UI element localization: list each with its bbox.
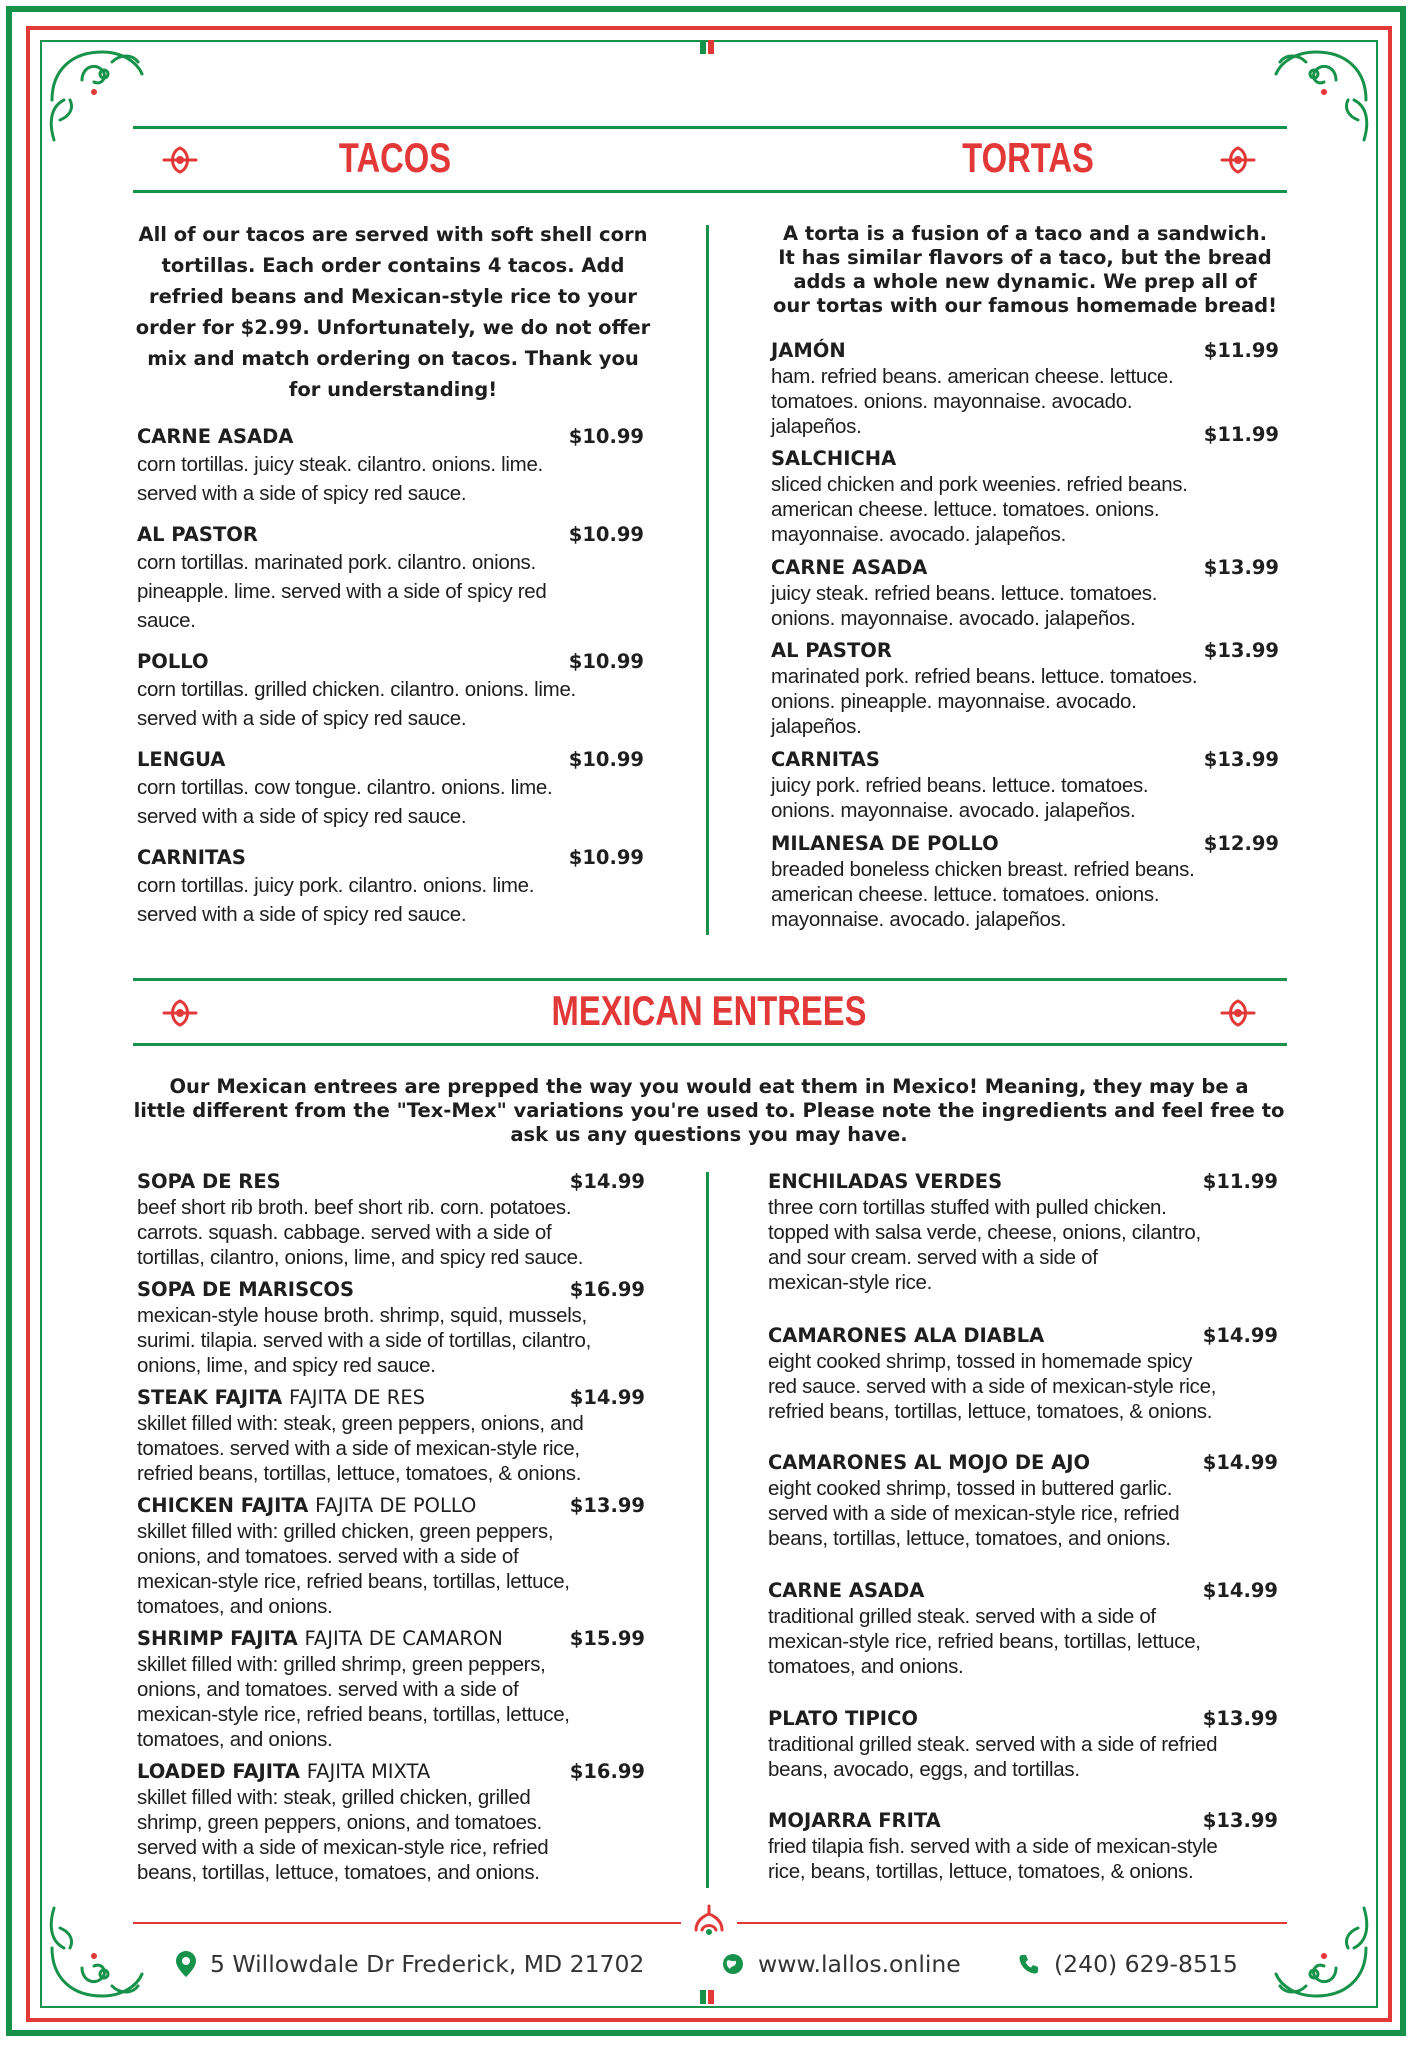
item-price: $10.99	[568, 425, 644, 448]
desc-line: sliced chicken and pork weenies. refried beans.	[771, 473, 1188, 496]
desc-line: beef short rib broth. beef short rib. corn. potatoes.	[137, 1196, 572, 1219]
tacos-intro	[128, 219, 658, 405]
desc-line: mexican-style rice.	[768, 1271, 933, 1294]
website-link[interactable]: www.lallos.online	[758, 1950, 961, 1978]
desc-line: juicy pork. refried beans. lettuce. tomatoes.	[771, 774, 1149, 797]
tortas-intro	[760, 222, 1290, 318]
item-price: $10.99	[568, 523, 644, 546]
desc-line: mexican-style rice, refried beans, tortillas, lettuce,	[137, 1703, 570, 1726]
item-price: $10.99	[568, 846, 644, 869]
flourish-right-icon	[1218, 142, 1258, 178]
entree-item	[768, 1450, 1278, 1551]
torta-item	[771, 831, 1279, 932]
tacos-intro-line: for understanding!	[288, 378, 498, 401]
item-price: $16.99	[569, 1278, 645, 1301]
desc-line: shrimp, green peppers, onions, and tomatoes.	[137, 1811, 543, 1834]
desc-line: jalapeños.	[771, 715, 862, 738]
item-name: CARNITAS	[137, 846, 246, 869]
desc-line: tomatoes, and onions.	[137, 1595, 333, 1618]
desc-line: served with a side of spicy red sauce.	[137, 482, 467, 505]
footer-ornament-icon	[688, 1904, 730, 1938]
torta-item	[771, 747, 1279, 823]
item-price: $11.99	[1203, 339, 1279, 362]
desc-line: served with a side of mexican-style rice, refried	[768, 1502, 1180, 1525]
corner-ornament-bottom-right-icon	[1266, 1898, 1376, 2008]
tacos-intro-line: mix and match ordering on tacos. Thank you	[147, 347, 639, 370]
item-price: $14.99	[569, 1170, 645, 1193]
desc-line: beans, avocado, eggs, and tortillas.	[768, 1758, 1080, 1781]
item-name: CARNE ASADA	[768, 1579, 925, 1602]
entree-item	[137, 1493, 645, 1619]
item-name-main: SHRIMP FAJITA	[137, 1627, 298, 1650]
desc-line: mexican-style rice, refried beans, tortillas, lettuce,	[768, 1630, 1201, 1653]
desc-line: skillet filled with: steak, grilled chicken, grilled	[137, 1786, 531, 1809]
tortas-intro-line: It has similar flavors of a taco, but the bread	[778, 246, 1272, 269]
item-desc	[137, 1519, 645, 1619]
entree-item	[768, 1169, 1278, 1295]
item-name-main: SOPA DE MARISCOS	[137, 1278, 355, 1301]
tacos-intro-line: tortillas. Each order contains 4 tacos. Add	[161, 254, 625, 277]
phone-number[interactable]: (240) 629-8515	[1054, 1950, 1238, 1978]
entrees-intro-line: Our Mexican entrees are prepped the way you would eat them in Mexico! Meaning, they may be a	[169, 1075, 1249, 1098]
desc-line: red sauce. served with a side of mexican-style rice,	[768, 1375, 1217, 1398]
top-center-mark	[700, 40, 706, 54]
item-name: JAMÓN	[771, 339, 846, 362]
item-desc	[137, 1652, 645, 1752]
desc-line: tomatoes. onions. mayonnaise. avocado.	[771, 390, 1133, 413]
torta-item	[771, 638, 1279, 739]
item-desc	[771, 581, 1279, 631]
entrees-intro	[130, 1075, 1288, 1147]
entree-item	[137, 1169, 645, 1270]
desc-line: traditional grilled steak. served with a side of	[768, 1605, 1156, 1628]
item-desc	[771, 857, 1279, 932]
entrees-bottom-line	[133, 1043, 1287, 1046]
item-price: $13.99	[1203, 639, 1279, 662]
item-price: $14.99	[1202, 1324, 1278, 1347]
desc-line: topped with salsa verde, cheese, onions, cilantro,	[768, 1221, 1201, 1244]
item-price: $13.99	[1202, 1707, 1278, 1730]
tortas-heading: TORTAS	[962, 134, 1094, 181]
entrees-intro-line: little different from the "Tex-Mex" variations you're used to. Please note the ingredients and feel free to	[133, 1099, 1285, 1122]
item-desc	[768, 1195, 1278, 1295]
desc-line: corn tortillas. juicy steak. cilantro. onions. lime.	[137, 453, 543, 476]
desc-line: served with a side of spicy red sauce.	[137, 707, 467, 730]
tacos-intro-line: All of our tacos are served with soft shell corn	[138, 223, 648, 246]
item-name: AL PASTOR	[771, 639, 892, 662]
item-desc	[137, 1785, 645, 1885]
entrees-intro-line: ask us any questions you may have.	[510, 1123, 908, 1146]
desc-line: corn tortillas. marinated pork. cilantro. onions.	[137, 551, 536, 574]
column-divider-bottom	[706, 1172, 709, 1888]
desc-line: sauce.	[137, 609, 196, 632]
desc-line: refried beans, tortillas, lettuce, tomatoes, & onions.	[137, 1462, 582, 1485]
entree-item	[768, 1323, 1278, 1424]
desc-line: onions. pineapple. mayonnaise. avocado.	[771, 690, 1137, 713]
item-price: $14.99	[569, 1386, 645, 1409]
desc-line: onions, lime, and spicy red sauce.	[137, 1354, 436, 1377]
phone-icon	[1018, 1953, 1040, 1975]
desc-line: tomatoes. served with a side of mexican-style rice,	[137, 1437, 580, 1460]
desc-line: pineapple. lime. served with a side of spicy red	[137, 580, 547, 603]
item-desc	[768, 1349, 1278, 1424]
item-price: $13.99	[1203, 556, 1279, 579]
globe-icon	[722, 1953, 744, 1975]
item-name-main: STEAK FAJITA	[137, 1386, 283, 1409]
desc-line: american cheese. lettuce. tomatoes. onions.	[771, 883, 1160, 906]
desc-line: corn tortillas. cow tongue. cilantro. onions. lime.	[137, 776, 553, 799]
corner-ornament-top-right-icon	[1266, 40, 1376, 150]
desc-line: tortillas, cilantro, onions, lime, and spicy red sauce.	[137, 1246, 584, 1269]
desc-line: rice, beans, tortillas, lettuce, tomatoes, & onions.	[768, 1860, 1194, 1883]
item-name: CARNITAS	[771, 748, 880, 771]
tacos-intro-line: order for $2.99. Unfortunately, we do not offer	[135, 316, 651, 339]
desc-line: refried beans, tortillas, lettuce, tomatoes, & onions.	[768, 1400, 1213, 1423]
desc-line: served with a side of mexican-style rice, refried	[137, 1836, 549, 1859]
item-name: SALCHICHA	[771, 447, 897, 470]
desc-line: onions. mayonnaise. avocado. jalapeños.	[771, 607, 1136, 630]
desc-line: jalapeños.	[771, 415, 862, 438]
desc-line: tomatoes, and onions.	[768, 1655, 964, 1678]
item-name: ENCHILADAS VERDES	[768, 1170, 1003, 1193]
footer-website[interactable]	[722, 1944, 961, 1984]
tacos-heading: TACOS	[338, 134, 452, 181]
item-desc	[768, 1604, 1278, 1679]
column-divider-top	[706, 225, 709, 935]
footer-line-left	[133, 1922, 681, 1924]
desc-line: mexican-style rice, refried beans, tortillas, lettuce,	[137, 1570, 570, 1593]
item-desc	[137, 1195, 645, 1270]
taco-item	[137, 845, 644, 929]
torta-item	[771, 422, 1279, 547]
item-price: $13.99	[1203, 748, 1279, 771]
desc-line: corn tortillas. grilled chicken. cilantro. onions. lime.	[137, 678, 576, 701]
entrees-top-line	[133, 978, 1287, 981]
item-desc	[137, 773, 644, 831]
item-name: AL PASTOR	[137, 523, 258, 546]
item-name-main: LOADED FAJITA	[137, 1760, 300, 1783]
entree-item	[768, 1706, 1278, 1782]
item-price: $14.99	[1202, 1579, 1278, 1602]
desc-line: american cheese. lettuce. tomatoes. onions.	[771, 498, 1160, 521]
item-desc	[771, 664, 1279, 739]
item-desc	[768, 1834, 1278, 1884]
item-desc	[768, 1476, 1278, 1551]
tacos-intro-line: refried beans and Mexican-style rice to your	[149, 285, 637, 308]
item-desc	[771, 773, 1279, 823]
footer-address	[176, 1944, 644, 1984]
desc-line: marinated pork. refried beans. lettuce. tomatoes.	[771, 665, 1198, 688]
entree-item	[768, 1578, 1278, 1679]
flourish-left-icon	[160, 995, 200, 1031]
item-desc	[137, 675, 644, 733]
item-name: CAMARONES ALA DIABLA	[768, 1324, 1045, 1347]
item-name: CAMARONES AL MOJO DE AJO	[768, 1451, 1091, 1474]
item-name: LENGUA	[137, 748, 226, 771]
entree-item	[137, 1626, 645, 1752]
footer-line-right	[737, 1922, 1287, 1924]
item-name-spanish: FAJITA DE RES	[289, 1386, 426, 1409]
item-name: CARNE ASADA	[137, 425, 294, 448]
item-desc	[137, 871, 644, 929]
desc-line: fried tilapia fish. served with a side of mexican-style	[768, 1835, 1218, 1858]
item-price: $12.99	[1203, 832, 1279, 855]
flourish-right-icon	[1218, 995, 1258, 1031]
item-desc	[137, 548, 644, 635]
bottom-center-mark	[700, 1990, 706, 2004]
torta-item	[771, 555, 1279, 631]
item-price: $16.99	[569, 1760, 645, 1783]
flourish-left-icon	[160, 142, 200, 178]
desc-line: onions, and tomatoes. served with a side of	[137, 1545, 519, 1568]
item-name-main: CHICKEN FAJITA	[137, 1494, 309, 1517]
item-name: CARNE ASADA	[771, 556, 928, 579]
desc-line: skillet filled with: grilled chicken, green peppers,	[137, 1520, 554, 1543]
top-center-mark-red	[708, 40, 714, 54]
header-divider-line	[133, 190, 1287, 193]
desc-line: mayonnaise. avocado. jalapeños.	[771, 908, 1066, 931]
item-price: $11.99	[1203, 423, 1279, 446]
address-text: 5 Willowdale Dr Frederick, MD 21702	[210, 1950, 645, 1978]
item-desc	[137, 450, 644, 508]
item-desc	[771, 472, 1279, 547]
desc-line: breaded boneless chicken breast. refried beans.	[771, 858, 1195, 881]
desc-line: mexican-style house broth. shrimp, squid, mussels,	[137, 1304, 587, 1327]
desc-line: traditional grilled steak. served with a side of refried	[768, 1733, 1218, 1756]
top-divider-line	[133, 126, 1287, 129]
item-name: PLATO TIPICO	[768, 1707, 918, 1730]
desc-line: ham. refried beans. american cheese. lettuce.	[771, 365, 1174, 388]
entree-item	[137, 1759, 645, 1885]
location-pin-icon	[176, 1951, 196, 1977]
taco-item	[137, 747, 644, 831]
desc-line: carrots. squash. cabbage. served with a side of	[137, 1221, 552, 1244]
desc-line: corn tortillas. juicy pork. cilantro. onions. lime.	[137, 874, 535, 897]
desc-line: served with a side of spicy red sauce.	[137, 805, 467, 828]
desc-line: three corn tortillas stuffed with pulled chicken.	[768, 1196, 1167, 1219]
item-price: $10.99	[568, 748, 644, 771]
item-name: MILANESA DE POLLO	[771, 832, 999, 855]
item-desc	[137, 1411, 645, 1486]
entree-item	[137, 1277, 645, 1378]
entree-item	[137, 1385, 645, 1486]
desc-line: tomatoes, and onions.	[137, 1728, 333, 1751]
item-name-main: SOPA DE RES	[137, 1170, 281, 1193]
desc-line: skillet filled with: steak, green peppers, onions, and	[137, 1412, 584, 1435]
item-price: $13.99	[569, 1494, 645, 1517]
taco-item	[137, 424, 644, 508]
item-price: $15.99	[569, 1627, 645, 1650]
desc-line: beans, tortillas, lettuce, tomatoes, and onions.	[137, 1861, 540, 1884]
item-name-spanish: FAJITA DE POLLO	[315, 1494, 477, 1517]
tortas-intro-line: our tortas with our famous homemade bread!	[773, 294, 1277, 317]
desc-line: onions. mayonnaise. avocado. jalapeños.	[771, 799, 1136, 822]
item-desc	[768, 1732, 1278, 1782]
item-price: $14.99	[1202, 1451, 1278, 1474]
item-desc	[137, 1303, 645, 1378]
entree-item	[768, 1808, 1278, 1884]
tortas-intro-line: adds a whole new dynamic. We prep all of	[793, 270, 1257, 293]
item-name-spanish: FAJITA MIXTA	[306, 1760, 431, 1783]
desc-line: beans, tortillas, lettuce, tomatoes, and onions.	[768, 1527, 1171, 1550]
desc-line: eight cooked shrimp, tossed in homemade spicy	[768, 1350, 1193, 1373]
footer-phone[interactable]	[1018, 1944, 1238, 1984]
item-name: POLLO	[137, 650, 209, 673]
item-name-spanish: FAJITA DE CAMARON	[304, 1627, 503, 1650]
item-price: $13.99	[1202, 1809, 1278, 1832]
desc-line: skillet filled with: grilled shrimp, green peppers,	[137, 1653, 546, 1676]
corner-ornament-bottom-left-icon	[42, 1898, 152, 2008]
bottom-center-mark-red	[708, 1990, 714, 2004]
desc-line: surimi. tilapia. served with a side of tortillas, cilantro,	[137, 1329, 591, 1352]
desc-line: onions, and tomatoes. served with a side of	[137, 1678, 519, 1701]
taco-item	[137, 522, 644, 635]
tortas-intro-line: A torta is a fusion of a taco and a sandwich.	[783, 222, 1267, 245]
item-name: MOJARRA FRITA	[768, 1809, 941, 1832]
item-price: $11.99	[1202, 1170, 1278, 1193]
desc-line: and sour cream. served with a side of	[768, 1246, 1098, 1269]
corner-ornament-top-left-icon	[42, 40, 152, 150]
desc-line: eight cooked shrimp, tossed in buttered garlic.	[768, 1477, 1173, 1500]
item-price: $10.99	[568, 650, 644, 673]
entrees-heading: MEXICAN ENTREES	[551, 987, 867, 1034]
desc-line: juicy steak. refried beans. lettuce. tomatoes.	[771, 582, 1158, 605]
desc-line: mayonnaise. avocado. jalapeños.	[771, 523, 1066, 546]
desc-line: served with a side of spicy red sauce.	[137, 903, 467, 926]
taco-item	[137, 649, 644, 733]
